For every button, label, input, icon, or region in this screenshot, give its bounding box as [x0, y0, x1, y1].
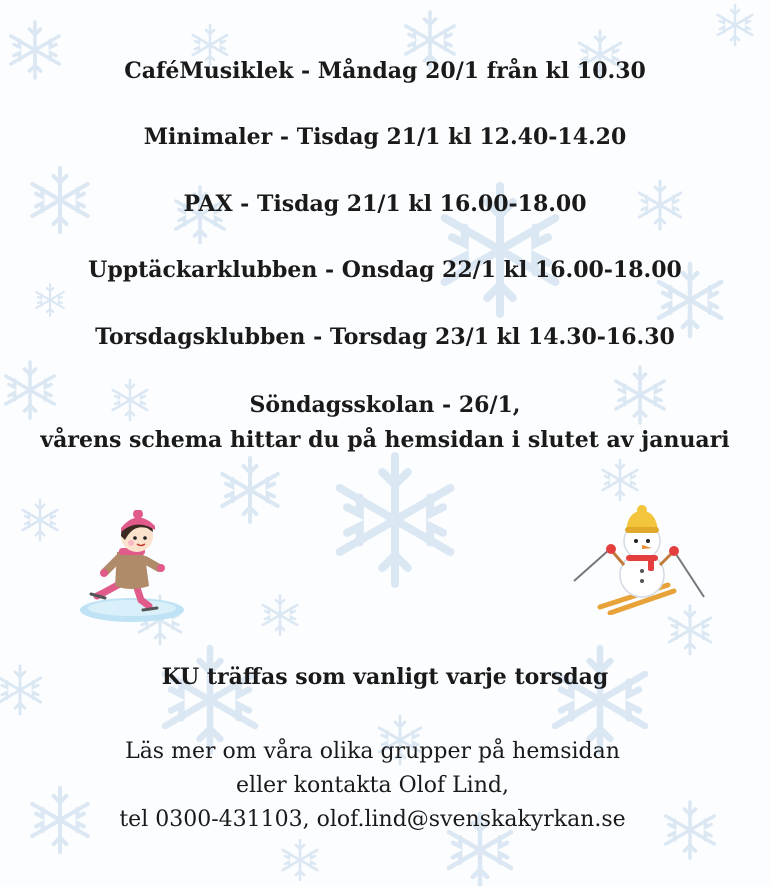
ku-meeting-line: KU träffas som vanligt varje torsdag — [161, 664, 609, 690]
contact-line-2: eller kontakta Olof Lind, — [236, 773, 509, 798]
skiing-snowman-illustration — [570, 505, 710, 615]
sunday-school-note: vårens schema hittar du på hemsidan i slutet av januari — [40, 427, 730, 453]
schedule-torsdagsklubben: Torsdagsklubben - Torsdag 23/1 kl 14.30-16.30 — [95, 324, 675, 350]
schedule-minimaler: Minimaler - Tisdag 21/1 kl 12.40-14.20 — [143, 124, 627, 150]
sunday-school-title: Söndagsskolan - 26/1, — [249, 392, 521, 418]
ice-skater-illustration — [75, 510, 190, 625]
schedule-cafemusiklek: CaféMusiklek - Måndag 20/1 från kl 10.30 — [124, 58, 646, 84]
schedule-pax: PAX - Tisdag 21/1 kl 16.00-18.00 — [183, 191, 587, 217]
contact-line-1: Läs mer om våra olika grupper på hemsidan — [125, 739, 620, 764]
schedule-upptackarklubben: Upptäckarklubben - Onsdag 22/1 kl 16.00-18.00 — [88, 257, 682, 283]
contact-line-3: tel 0300-431103, olof.lind@svenskakyrkan.se — [119, 807, 626, 832]
